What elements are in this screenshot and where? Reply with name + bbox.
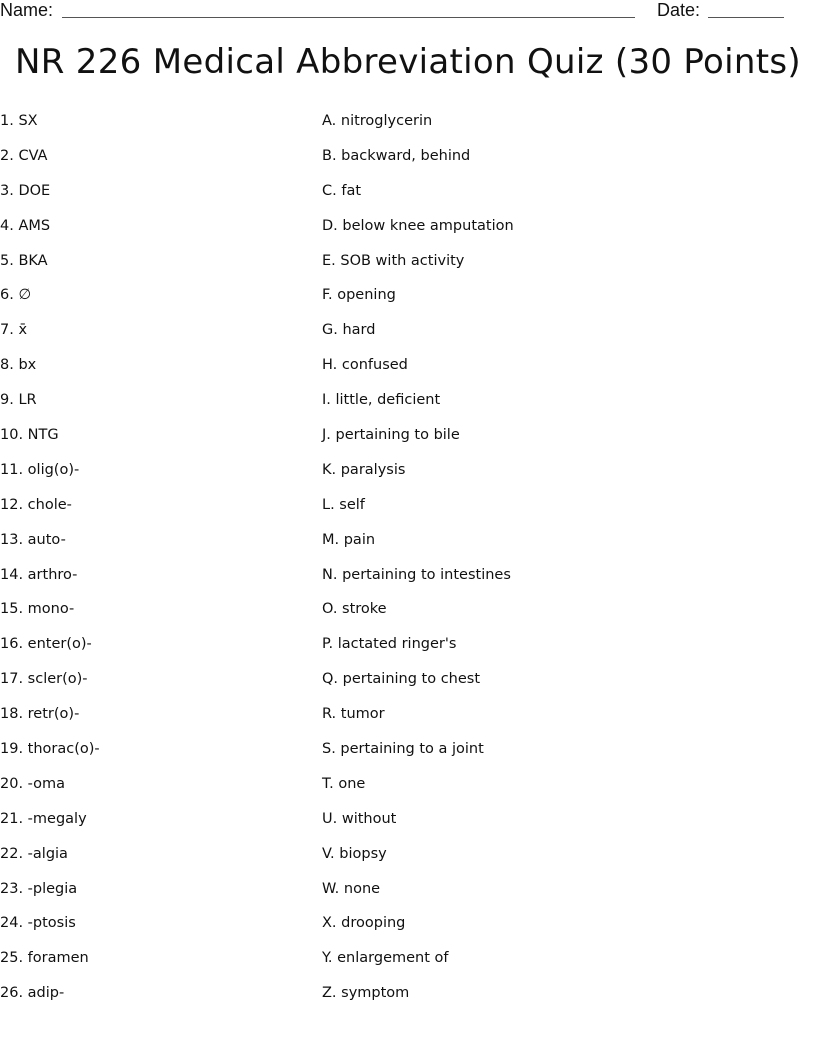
answer-item: R. tumor (322, 706, 385, 723)
question-item: 7. x̄ (0, 322, 28, 339)
question-item: 13. auto- (0, 531, 66, 548)
answer-item: Y. enlargement of (322, 950, 449, 967)
answer-item: K. paralysis (322, 461, 406, 478)
answers-column (322, 111, 802, 1018)
header-row (0, 0, 816, 24)
question-item: 23. -plegia (0, 880, 78, 897)
answer-item: U. without (322, 810, 397, 827)
question-item: 20. -oma (0, 775, 66, 792)
answer-item: T. one (322, 775, 366, 792)
answer-item: I. little, deficient (322, 392, 441, 409)
name-label: Name: (0, 0, 54, 20)
question-item: 19. thorac(o)- (0, 741, 100, 758)
question-item: 14. arthro- (0, 566, 78, 583)
question-item: 24. -ptosis (0, 915, 76, 932)
question-item: 25. foramen (0, 950, 89, 967)
question-item: 16. enter(o)- (0, 636, 92, 653)
answer-item: V. biopsy (322, 845, 387, 862)
question-item: 11. olig(o)- (0, 461, 80, 478)
answer-item: P. lactated ringer's (322, 636, 457, 653)
page-title: NR 226 Medical Abbreviation Quiz (30 Points) (15, 42, 801, 82)
question-item: 22. -algia (0, 845, 68, 862)
question-item: 2. CVA (0, 147, 48, 164)
answer-item: L. self (322, 496, 365, 513)
question-item: 8. bx (0, 357, 37, 374)
answer-item: A. nitroglycerin (322, 113, 433, 129)
answer-item: G. hard (322, 322, 376, 339)
question-item: 3. DOE (0, 182, 51, 199)
answer-item: Q. pertaining to chest (322, 671, 481, 688)
answer-item: S. pertaining to a joint (322, 741, 484, 758)
answer-item: W. none (322, 880, 381, 897)
name-blank-line[interactable] (62, 17, 635, 18)
answer-item: Z. symptom (322, 985, 410, 1002)
date-label: Date: (657, 0, 701, 20)
answer-item: C. fat (322, 182, 362, 199)
date-blank-line[interactable] (708, 17, 784, 18)
answer-item: E. SOB with activity (322, 252, 465, 269)
answer-item: B. backward, behind (322, 147, 471, 164)
answer-item: H. confused (322, 357, 408, 374)
question-item: 1. SX (0, 113, 38, 129)
question-item: 4. AMS (0, 217, 51, 234)
question-item: 17. scler(o)- (0, 671, 88, 688)
answer-item: N. pertaining to intestines (322, 566, 511, 583)
answer-item: F. opening (322, 287, 396, 304)
question-item: 9. LR (0, 392, 37, 409)
answer-item: D. below knee amputation (322, 217, 514, 234)
question-item: 5. BKA (0, 252, 48, 269)
question-item: 21. -megaly (0, 810, 87, 827)
answer-item: X. drooping (322, 915, 406, 932)
question-item: 12. chole- (0, 496, 72, 513)
questions-column (0, 111, 300, 1018)
answer-item: O. stroke (322, 601, 387, 618)
question-item: 18. retr(o)- (0, 706, 80, 723)
answer-item: J. pertaining to bile (322, 427, 460, 444)
answer-item: M. pain (322, 531, 376, 548)
question-item: 26. adip- (0, 985, 65, 1002)
question-item: 15. mono- (0, 601, 75, 618)
question-item: 10. NTG (0, 427, 59, 444)
question-item: 6. ∅ (0, 287, 32, 304)
